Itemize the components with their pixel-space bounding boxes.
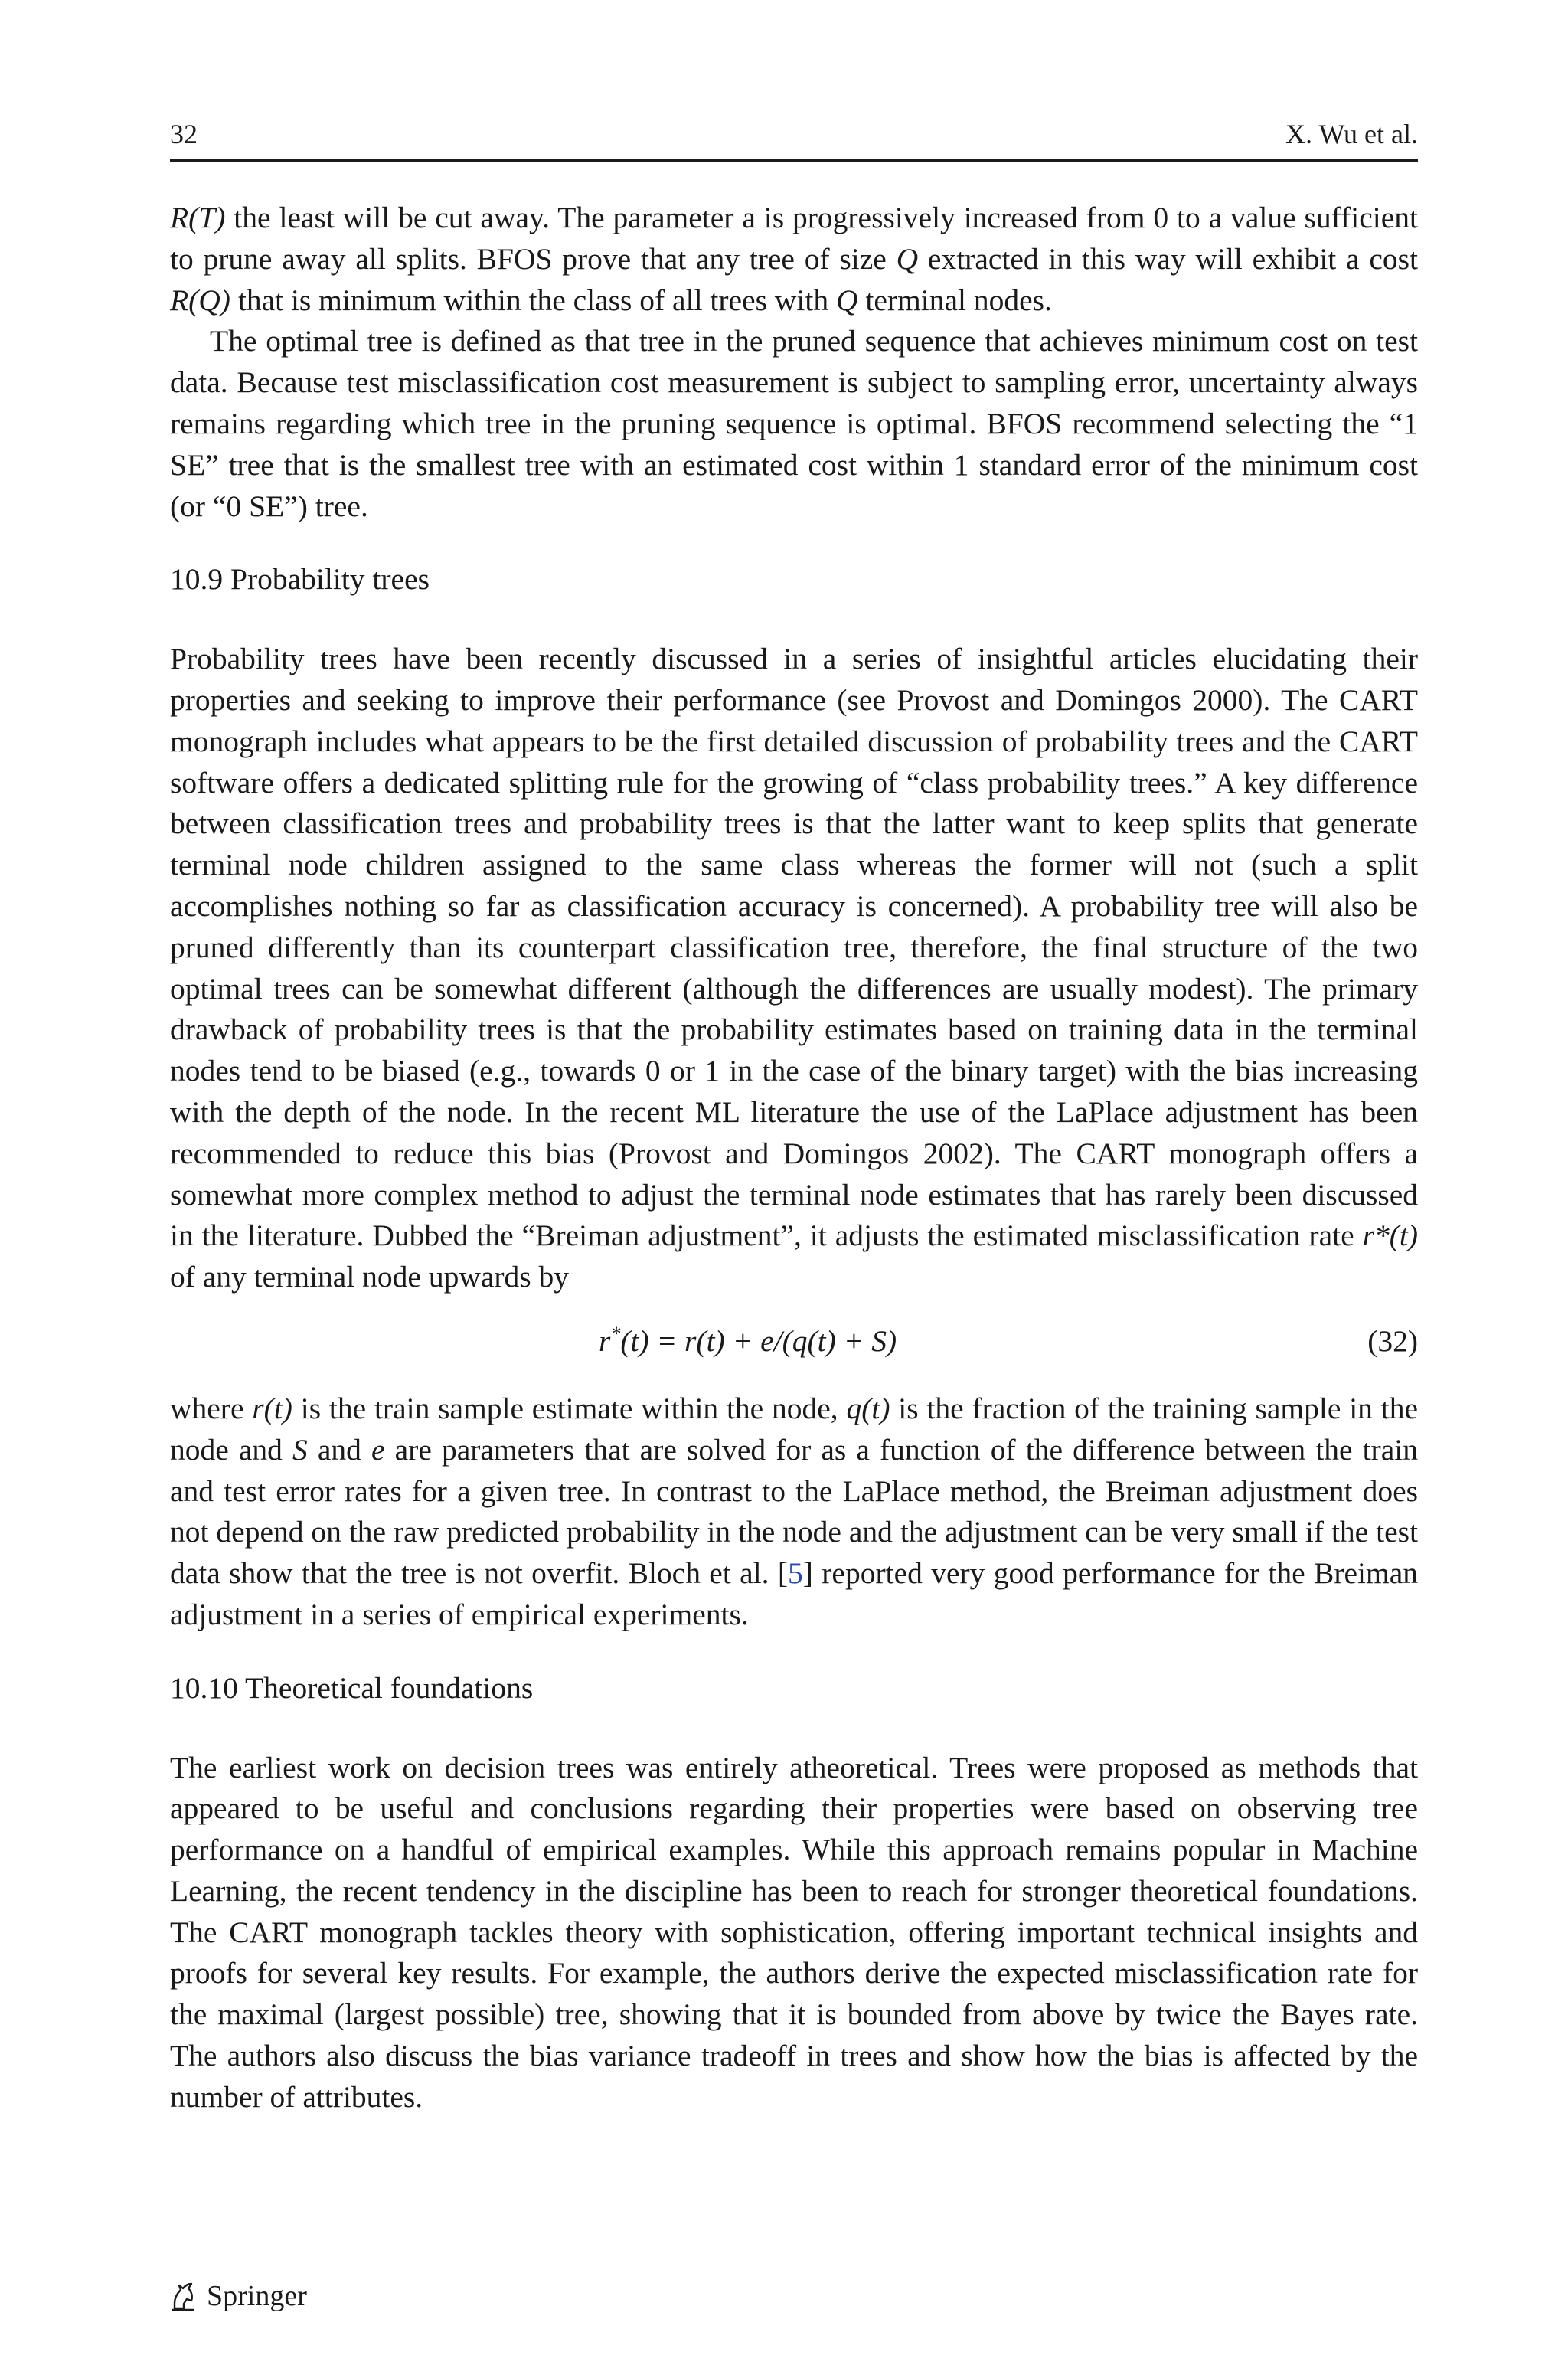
section-heading-theoretical-foundations: 10.10 Theoretical foundations <box>170 1670 534 1705</box>
paragraph-intro: R(T) the least will be cut away. The parameter a is progressively increased from 0 to a value sufficient to prune away all splits. BFOS prove that any tree of size Q extracted in this way will exhibit a cost R(Q) that is minimum within the class of all trees with Q terminal nodes. <box>170 201 1418 317</box>
equation-number: (32) <box>1367 1323 1418 1358</box>
page-header <box>170 113 1418 162</box>
section-heading-probability-trees: 10.9 Probability trees <box>170 562 430 597</box>
paragraph-breiman-adjustment: where r(t) is the train sample estimate within the node, q(t) is the fraction of the training sample in the node and S and e are parameters that are solved for as a function of the difference between the train and test error rates for a given tree. In contrast to the LaPlace method, the Breiman adjustment does not depend on the raw predicted probability in the node and the adjustment can be very small if the test data show that the tree is not overfit. Bloch et al. [5] reported very good performance for the Breiman adjustment in a series of empirical experiments. <box>170 1391 1418 1631</box>
math-r-q: R(Q) <box>170 283 230 317</box>
paragraph-probability-trees: Probability trees have been recently discussed in a series of insightful articles elucidating their properties and seeking to improve their performance (see Provost and Domingos 2000). The CART monograph includes what appears to be the first detailed discussion of probability trees and the CART software offers a dedicated splitting rule for the growing of “class probability trees.” A key difference between classification trees and probability trees is that the latter want to keep splits that generate terminal node children assigned to the same class whereas the former will not (such a split accomplishes nothing so far as classification accuracy is concerned). A probability tree will also be pruned differently than its counterpart classification tree, therefore, the final structure of the two optimal trees can be somewhat different (although the differences are usually modest). The primary drawback of probability trees is that the probability estimates based on training data in the terminal nodes tend to be biased (e.g., towards 0 or 1 in the case of the binary target) with the bias increasing with the depth of the node. In the recent ML literature the use of the LaPlace adjustment has been recommended to reduce this bias (Provost and Domingos 2002). The CART monograph offers a somewhat more complex method to adjust the terminal node estimates that has rarely been discussed in the literature. Dubbed the “Breiman adjustment”, it adjusts the estimated misclassification rate r*(t) of any terminal node upwards by <box>170 642 1418 1294</box>
math-r-star-t: r*(t) <box>1362 1218 1418 1253</box>
page-footer <box>170 2279 307 2313</box>
equation-32 <box>170 1321 1418 1362</box>
publisher-name: Springer <box>207 2280 307 2312</box>
citation-link[interactable]: 5 <box>788 1556 803 1591</box>
paragraph-theoretical-foundations: The earliest work on decision trees was entirely atheoretical. Trees were proposed as methods that appeared to be useful and conclusions regarding their properties were based on observing tree performance on a handful of empirical examples. While this approach remains popular in Machine Learning, the recent tendency in the discipline has been to reach for stronger theoretical foundations. The CART monograph tackles theory with sophistication, offering important technical insights and proofs for several key results. For example, the authors derive the expected misclassification rate for the maximal (largest possible) tree, showing that it is bounded from above by twice the Bayes rate. The authors also discuss the bias variance tradeoff in trees and show how the bias is affected by the number of attributes. <box>170 1750 1418 2114</box>
equation-body: r*(t) = r(t) + e/(q(t) + S) <box>599 1322 897 1358</box>
running-author: X. Wu et al. <box>1285 119 1418 149</box>
math-r-t: R(T) <box>170 201 226 234</box>
springer-horse-icon <box>170 2281 196 2311</box>
paragraph-optimal-tree: The optimal tree is defined as that tree in the pruned sequence that achieves minimum cost on test data. Because test misclassification cost measurement is subject to sampling error, uncertainty always remains regarding which tree in the pruning sequence is optimal. BFOS recommend selecting the “1 SE” tree that is the smallest tree with an estimated cost within 1 standard error of the minimum cost (or “0 SE”) tree. <box>170 324 1418 523</box>
page-number: 32 <box>170 119 198 149</box>
math-q: Q <box>896 241 919 276</box>
math-q: Q <box>835 283 858 317</box>
page-body <box>170 198 1418 2118</box>
